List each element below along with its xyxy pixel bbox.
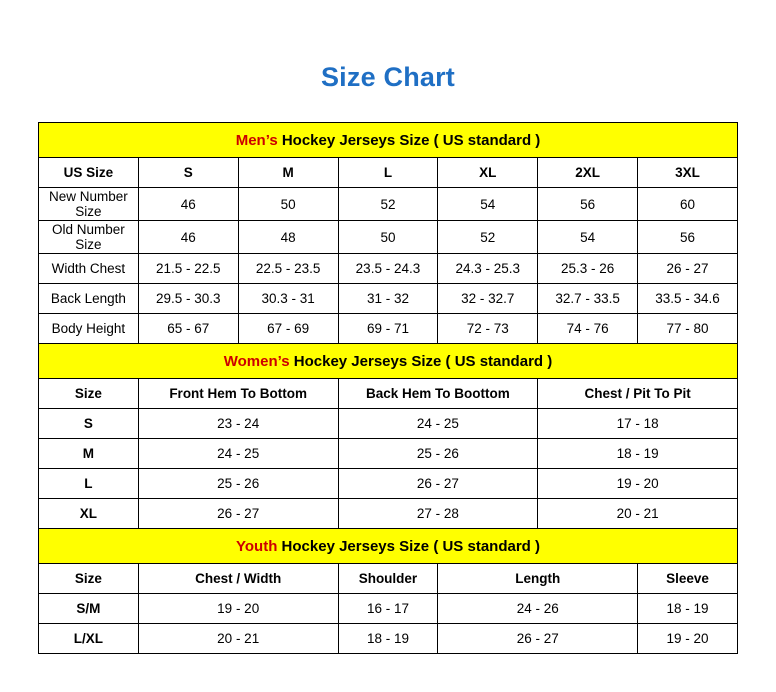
cell-youth-0-4: 18 - 19 xyxy=(638,594,738,624)
cell-mens-4-5: 74 - 76 xyxy=(538,314,638,344)
section-rest-mens: Hockey Jerseys Size ( US standard ) xyxy=(277,131,541,149)
cell-mens-2-0: Width Chest xyxy=(39,254,139,284)
table-row xyxy=(39,188,738,221)
section-title-mens xyxy=(39,123,738,158)
section-rest-womens: Hockey Jerseys Size ( US standard ) xyxy=(289,352,553,370)
cell-mens-0-5: 56 xyxy=(538,188,638,221)
cell-mens-3-1: 29.5 - 30.3 xyxy=(138,284,238,314)
cell-mens-2-3: 23.5 - 24.3 xyxy=(338,254,438,284)
cell-mens-3-5: 32.7 - 33.5 xyxy=(538,284,638,314)
cell-mens-1-2: 48 xyxy=(238,221,338,254)
cell-womens-1-0: M xyxy=(39,439,139,469)
cell-mens-3-0: Back Length xyxy=(39,284,139,314)
cell-mens-2-1: 21.5 - 22.5 xyxy=(138,254,238,284)
col-youth-1: Chest / Width xyxy=(138,564,338,594)
cell-womens-0-3: 17 - 18 xyxy=(538,409,738,439)
cell-mens-1-5: 54 xyxy=(538,221,638,254)
cell-womens-0-0: S xyxy=(39,409,139,439)
section-title-youth xyxy=(39,529,738,564)
cell-womens-3-3: 20 - 21 xyxy=(538,499,738,529)
table-row xyxy=(39,314,738,344)
col-youth-4: Sleeve xyxy=(638,564,738,594)
cell-mens-3-4: 32 - 32.7 xyxy=(438,284,538,314)
col-womens-2: Back Hem To Boottom xyxy=(338,379,538,409)
section-accent-womens: Women’s xyxy=(223,352,290,370)
table-row xyxy=(39,221,738,254)
cell-youth-1-3: 26 - 27 xyxy=(438,624,638,654)
section-header-youth xyxy=(39,529,738,564)
cell-womens-3-2: 27 - 28 xyxy=(338,499,538,529)
size-chart-body xyxy=(39,123,738,654)
cell-womens-2-0: L xyxy=(39,469,139,499)
section-accent-mens: Men’s xyxy=(235,131,278,149)
col-mens-1: S xyxy=(138,158,238,188)
col-youth-3: Length xyxy=(438,564,638,594)
table-row xyxy=(39,254,738,284)
cell-mens-3-2: 30.3 - 31 xyxy=(238,284,338,314)
col-mens-4: XL xyxy=(438,158,538,188)
cell-mens-4-6: 77 - 80 xyxy=(638,314,738,344)
section-header-womens xyxy=(39,344,738,379)
table-row xyxy=(39,284,738,314)
col-mens-5: 2XL xyxy=(538,158,638,188)
cell-mens-4-3: 69 - 71 xyxy=(338,314,438,344)
cell-mens-1-4: 52 xyxy=(438,221,538,254)
table-row-mens-columns xyxy=(39,158,738,188)
table-row-youth-columns xyxy=(39,564,738,594)
cell-womens-0-2: 24 - 25 xyxy=(338,409,538,439)
cell-mens-0-1: 46 xyxy=(138,188,238,221)
cell-mens-2-5: 25.3 - 26 xyxy=(538,254,638,284)
cell-mens-2-4: 24.3 - 25.3 xyxy=(438,254,538,284)
table-row xyxy=(39,499,738,529)
cell-womens-2-2: 26 - 27 xyxy=(338,469,538,499)
col-womens-3: Chest / Pit To Pit xyxy=(538,379,738,409)
cell-youth-1-4: 19 - 20 xyxy=(638,624,738,654)
cell-womens-2-3: 19 - 20 xyxy=(538,469,738,499)
page-title: Size Chart xyxy=(320,62,456,92)
section-rest-youth: Hockey Jerseys Size ( US standard ) xyxy=(277,537,540,555)
col-womens-0: Size xyxy=(39,379,139,409)
cell-mens-1-0: Old Number Size xyxy=(39,221,139,254)
table-row xyxy=(39,439,738,469)
size-chart-table-wrap xyxy=(38,122,738,654)
table-row xyxy=(39,409,738,439)
cell-youth-1-2: 18 - 19 xyxy=(338,624,438,654)
col-mens-6: 3XL xyxy=(638,158,738,188)
cell-womens-3-1: 26 - 27 xyxy=(138,499,338,529)
cell-youth-0-0: S/M xyxy=(39,594,139,624)
cell-mens-1-6: 56 xyxy=(638,221,738,254)
cell-mens-0-6: 60 xyxy=(638,188,738,221)
cell-mens-0-4: 54 xyxy=(438,188,538,221)
cell-mens-3-6: 33.5 - 34.6 xyxy=(638,284,738,314)
cell-youth-0-1: 19 - 20 xyxy=(138,594,338,624)
section-accent-youth: Youth xyxy=(236,537,278,555)
cell-womens-2-1: 25 - 26 xyxy=(138,469,338,499)
cell-youth-0-2: 16 - 17 xyxy=(338,594,438,624)
col-womens-1: Front Hem To Bottom xyxy=(138,379,338,409)
cell-mens-0-2: 50 xyxy=(238,188,338,221)
cell-mens-4-0: Body Height xyxy=(39,314,139,344)
section-header-mens xyxy=(39,123,738,158)
cell-mens-0-3: 52 xyxy=(338,188,438,221)
section-title-womens xyxy=(39,344,738,379)
cell-mens-2-2: 22.5 - 23.5 xyxy=(238,254,338,284)
cell-mens-2-6: 26 - 27 xyxy=(638,254,738,284)
cell-youth-1-0: L/XL xyxy=(39,624,139,654)
cell-womens-1-3: 18 - 19 xyxy=(538,439,738,469)
col-youth-0: Size xyxy=(39,564,139,594)
cell-mens-3-3: 31 - 32 xyxy=(338,284,438,314)
cell-womens-0-1: 23 - 24 xyxy=(138,409,338,439)
cell-youth-1-1: 20 - 21 xyxy=(138,624,338,654)
col-mens-0: US Size xyxy=(39,158,139,188)
cell-mens-4-2: 67 - 69 xyxy=(238,314,338,344)
table-row xyxy=(39,624,738,654)
cell-mens-1-1: 46 xyxy=(138,221,238,254)
cell-mens-0-0: New Number Size xyxy=(39,188,139,221)
cell-youth-0-3: 24 - 26 xyxy=(438,594,638,624)
col-mens-2: M xyxy=(238,158,338,188)
table-row xyxy=(39,469,738,499)
cell-womens-1-2: 25 - 26 xyxy=(338,439,538,469)
col-youth-2: Shoulder xyxy=(338,564,438,594)
size-chart-table xyxy=(38,122,738,654)
table-row-womens-columns xyxy=(39,379,738,409)
cell-mens-4-4: 72 - 73 xyxy=(438,314,538,344)
col-mens-3: L xyxy=(338,158,438,188)
cell-womens-3-0: XL xyxy=(39,499,139,529)
cell-womens-1-1: 24 - 25 xyxy=(138,439,338,469)
table-row xyxy=(39,594,738,624)
cell-mens-1-3: 50 xyxy=(338,221,438,254)
cell-mens-4-1: 65 - 67 xyxy=(138,314,238,344)
